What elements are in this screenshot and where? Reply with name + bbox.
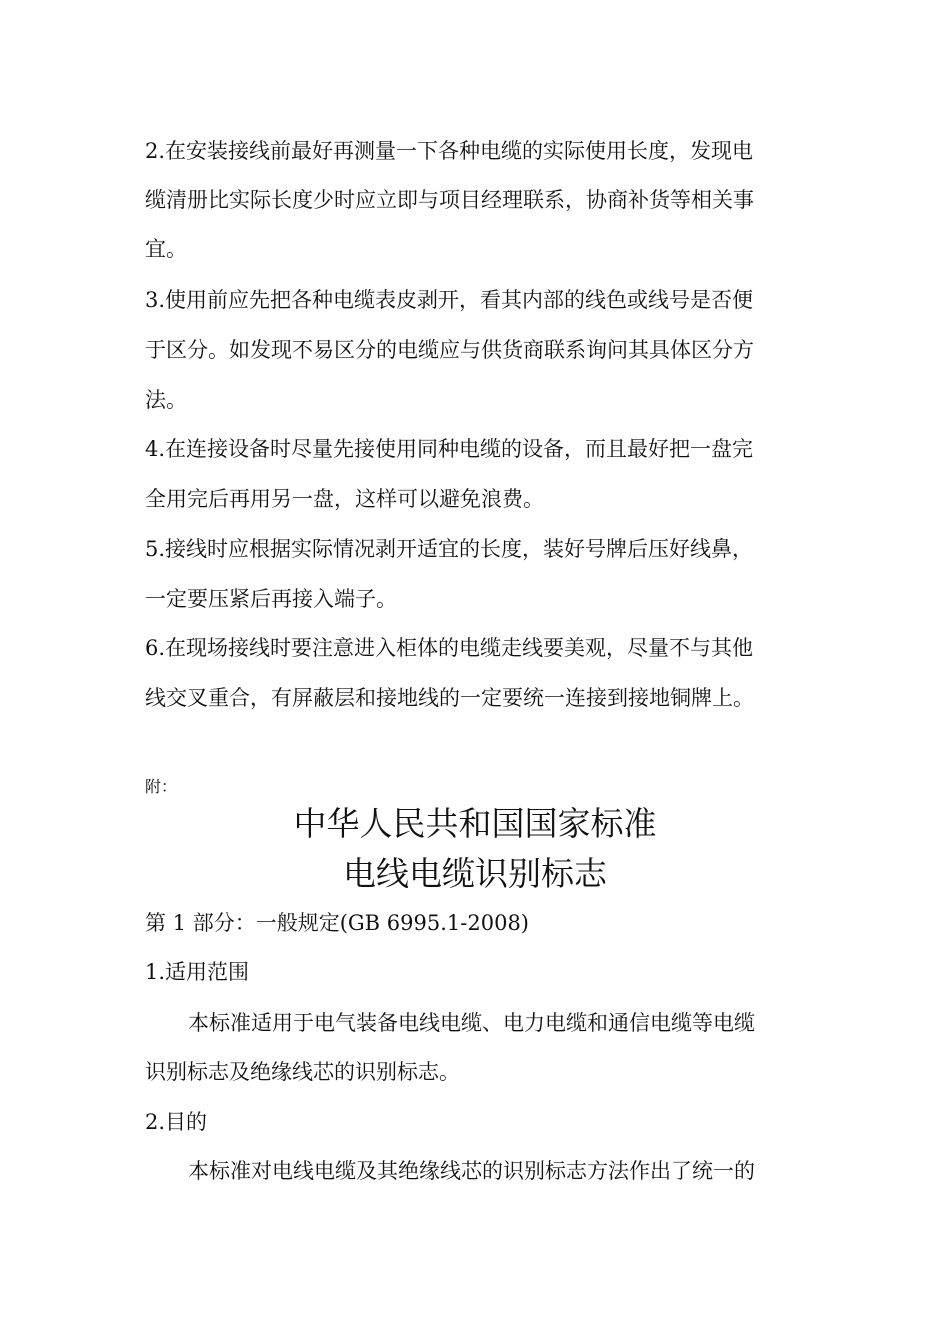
item-5-line-2: 一定要压紧后再接入端子。 — [145, 587, 397, 611]
standard-title-line-1: 中华人民共和国国家标准 — [293, 804, 657, 843]
section-1-body-line-1: 本标准适用于电气装备电线电缆、电力电缆和通信电缆等电缆 — [188, 1011, 755, 1035]
item-2-line-2: 缆清册比实际长度少时应立即与项目经理联系，协商补货等相关事 — [145, 188, 754, 212]
appendix-label: 附： — [145, 777, 178, 796]
item-5-line-1: 5.接线时应根据实际情况剥开适宜的长度，装好号牌后压好线鼻， — [145, 537, 754, 561]
item-6-line-1: 6.在现场接线时要注意进入柜体的电缆走线要美观，尽量不与其他 — [145, 636, 754, 660]
section-2-body-line-1: 本标准对电线电缆及其绝缘线芯的识别标志方法作出了统一的 — [188, 1159, 755, 1183]
item-3-line-3: 法。 — [145, 388, 187, 412]
item-3-line-2: 于区分。如发现不易区分的电缆应与供货商联系询问其具体区分方 — [145, 338, 754, 362]
standard-title-line-2: 电线电缆识别标志 — [343, 854, 607, 893]
section-1-body-line-2: 识别标志及绝缘线芯的识别标志。 — [145, 1060, 460, 1084]
item-4-line-2: 全用完后再用另一盘，这样可以避免浪费。 — [145, 487, 544, 511]
section-2-heading: 2.目的 — [145, 1110, 208, 1134]
standard-part: 第 1 部分：一般规定(GB 6995.1-2008) — [145, 911, 529, 935]
item-3-line-1: 3.使用前应先把各种电缆表皮剥开，看其内部的线色或线号是否便 — [145, 288, 754, 312]
section-1-heading: 1.适用范围 — [145, 960, 250, 984]
item-2-line-3: 宜。 — [145, 237, 187, 261]
item-2-line-1: 2.在安装接线前最好再测量一下各种电缆的实际使用长度，发现电 — [145, 139, 754, 163]
item-6-line-2: 线交叉重合，有屏蔽层和接地线的一定要统一连接到接地铜牌上。 — [145, 686, 754, 710]
item-4-line-1: 4.在连接设备时尽量先接使用同种电缆的设备，而且最好把一盘完 — [145, 437, 754, 461]
